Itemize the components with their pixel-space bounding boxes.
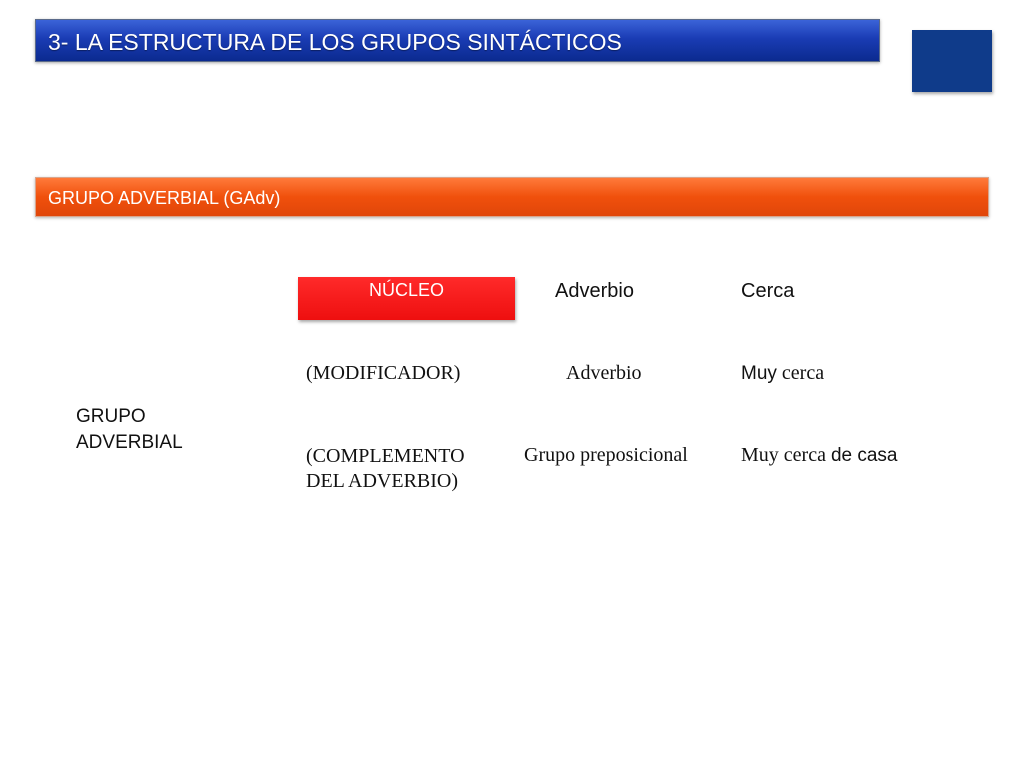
row1-example: Cerca xyxy=(741,280,795,302)
row2-category: Adverbio xyxy=(566,362,642,384)
row3-category: Grupo preposicional xyxy=(524,444,688,466)
row3-function-line2: DEL ADVERBIO) xyxy=(306,470,459,492)
group-label-line2: ADVERBIAL xyxy=(76,432,183,453)
row1-category: Adverbio xyxy=(555,280,634,302)
row2-example-part1: Muy xyxy=(741,363,777,384)
nucleo-label: NÚCLEO xyxy=(368,280,444,300)
row2-function: (MODIFICADOR) xyxy=(306,362,461,384)
slide-title: 3- LA ESTRUCTURA DE LOS GRUPOS SINTÁCTICOS xyxy=(48,29,622,55)
section-title: GRUPO ADVERBIAL (GAdv) xyxy=(48,188,281,208)
row3-function-line1: (COMPLEMENTO xyxy=(306,445,465,467)
row2-example-part2: cerca xyxy=(776,362,825,384)
title-bar xyxy=(35,19,880,62)
row2-example xyxy=(741,362,824,385)
row3-example-part2: de casa xyxy=(830,445,898,466)
nucleo-box xyxy=(298,277,515,320)
row3-example-part1: Muy cerca xyxy=(741,444,831,466)
row3-example xyxy=(741,444,898,467)
row3-function xyxy=(306,444,465,494)
group-label-line1: GRUPO xyxy=(76,406,146,427)
group-label xyxy=(76,404,183,456)
section-bar xyxy=(35,177,989,217)
decorative-square xyxy=(912,30,992,92)
